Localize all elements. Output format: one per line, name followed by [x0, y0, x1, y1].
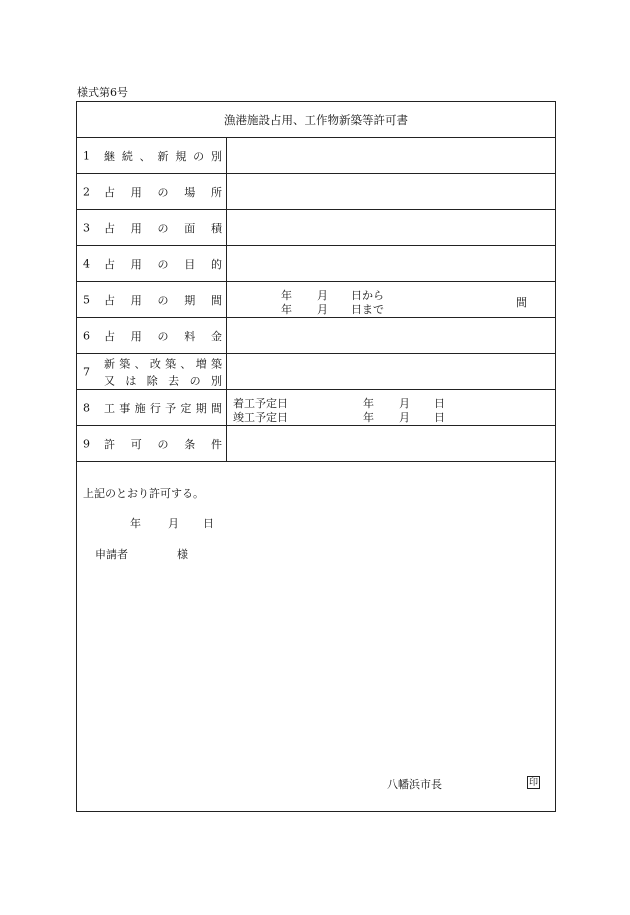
label-char: 占 [104, 185, 115, 199]
label-char: の [193, 149, 205, 163]
row-purpose [77, 246, 555, 282]
row-number: 8 [83, 401, 90, 414]
row-label [77, 282, 227, 317]
purpose-value[interactable] [227, 246, 555, 281]
label-char: 許 [104, 437, 115, 451]
label-char: 用 [130, 257, 142, 271]
permit-form [76, 101, 556, 812]
row-label-text [104, 436, 222, 452]
label-char: 予 [165, 401, 177, 415]
label-char: 工 [104, 401, 115, 415]
seal-stamp: 印 [528, 778, 538, 788]
label-char: 件 [211, 437, 222, 451]
row-period [77, 282, 555, 318]
permit-date-day: 日 [203, 517, 214, 530]
row-construction-type [77, 354, 555, 390]
row-label-line [104, 372, 222, 388]
row-conditions [77, 426, 555, 462]
fee-value[interactable] [227, 318, 555, 353]
row-number: 3 [83, 221, 90, 234]
label-char: 期 [195, 401, 207, 415]
construction-start-label: 着工予定日 [233, 397, 288, 410]
label-char: 面 [184, 221, 196, 235]
row-number: 9 [83, 437, 90, 450]
form-number: 様式第6号 [77, 86, 128, 99]
applicant-honorific: 様 [177, 548, 188, 561]
period-to-year: 年 [281, 303, 292, 316]
row-label-text [104, 292, 222, 308]
row-label-text [104, 148, 222, 164]
row-location [77, 174, 555, 210]
permit-date-month: 月 [168, 517, 179, 530]
issuer-name: 八幡浜市長 [387, 778, 442, 791]
label-char: の [157, 437, 169, 451]
period-value[interactable] [227, 282, 555, 317]
period-from-month: 月 [317, 289, 328, 302]
row-label-text [104, 220, 222, 236]
label-char: 所 [211, 185, 222, 199]
permit-date-year: 年 [130, 517, 141, 530]
label-char: 継 [104, 149, 115, 163]
row-number: 4 [83, 257, 90, 270]
label-char: 築 [165, 357, 177, 370]
row-number: 7 [83, 365, 90, 378]
area-value[interactable] [227, 210, 555, 245]
row-label-text [104, 256, 222, 272]
period-from-day: 日から [351, 289, 384, 302]
label-char: は [125, 374, 137, 387]
label-char: 、 [134, 357, 146, 370]
label-char: の [189, 374, 201, 387]
row-number: 2 [83, 185, 90, 198]
row-label [77, 210, 227, 245]
location-value[interactable] [227, 174, 555, 209]
label-char: の [157, 221, 169, 235]
label-char: 用 [130, 329, 142, 343]
construction-end-label: 竣工予定日 [233, 411, 288, 424]
label-char: 積 [211, 221, 222, 235]
label-char: 間 [210, 401, 222, 415]
label-char: 行 [149, 401, 161, 415]
label-char: 増 [195, 357, 207, 370]
row-label-text [104, 328, 222, 344]
row-renewal-type [77, 138, 555, 174]
row-label-text [104, 184, 222, 200]
label-char: 又 [104, 374, 115, 387]
row-construction-period [77, 390, 555, 426]
label-char: 築 [210, 357, 222, 370]
construction-end-month: 月 [399, 411, 410, 424]
label-char: 金 [211, 329, 222, 343]
row-number: 5 [83, 293, 90, 306]
permit-statement: 上記のとおり許可する。 [83, 487, 204, 500]
label-char: 定 [180, 401, 192, 415]
period-to-day: 日まで [351, 303, 384, 316]
construction-start-day: 日 [434, 397, 445, 410]
label-char: 目 [184, 257, 196, 271]
row-label-text [104, 400, 222, 416]
label-char: 用 [130, 221, 142, 235]
label-char: 的 [211, 257, 222, 271]
construction-start-year: 年 [363, 397, 374, 410]
label-char: 用 [130, 185, 142, 199]
row-fee [77, 318, 555, 354]
label-char: の [157, 257, 169, 271]
label-char: 規 [175, 149, 187, 163]
label-char: の [157, 293, 169, 307]
label-char: 占 [104, 221, 115, 235]
label-char: の [157, 185, 169, 199]
label-char: 、 [139, 149, 151, 163]
row-label [77, 354, 227, 389]
label-char: 事 [119, 401, 131, 415]
construction-start-month: 月 [399, 397, 410, 410]
row-label [77, 426, 227, 461]
label-char: 間 [211, 293, 222, 307]
label-char: 占 [104, 257, 115, 271]
construction-period-value[interactable] [227, 390, 555, 425]
label-char: 料 [184, 329, 196, 343]
construction-end-day: 日 [434, 411, 445, 424]
period-from-year: 年 [281, 289, 292, 302]
construction-end-year: 年 [363, 411, 374, 424]
row-label [77, 246, 227, 281]
row-number: 1 [83, 149, 90, 162]
label-char: 除 [146, 374, 158, 387]
renewal-type-value[interactable] [227, 138, 555, 173]
row-label-text [104, 355, 222, 388]
label-char: 去 [168, 374, 180, 387]
row-label [77, 390, 227, 425]
label-char: 新 [157, 149, 169, 163]
row-label [77, 174, 227, 209]
label-char: 別 [210, 149, 222, 163]
conditions-value[interactable] [227, 426, 555, 461]
applicant-label: 申請者 [95, 548, 128, 561]
label-char: 用 [130, 293, 142, 307]
label-char: 築 [119, 357, 131, 370]
label-char: 可 [130, 437, 142, 451]
label-char: 、 [180, 357, 192, 370]
construction-type-value[interactable] [227, 354, 555, 389]
row-number: 6 [83, 329, 90, 342]
row-label-line [104, 355, 222, 371]
row-area [77, 210, 555, 246]
label-char: 改 [149, 357, 161, 370]
label-char: 別 [210, 374, 222, 387]
label-char: 場 [184, 185, 196, 199]
label-char: の [157, 329, 169, 343]
row-label [77, 318, 227, 353]
form-title: 漁港施設占用、工作物新築等許可書 [77, 102, 555, 138]
label-char: 新 [104, 357, 115, 370]
label-char: 条 [184, 437, 196, 451]
label-char: 施 [134, 401, 146, 415]
label-char: 期 [184, 293, 196, 307]
label-char: 占 [104, 293, 115, 307]
label-char: 続 [121, 149, 133, 163]
row-label [77, 138, 227, 173]
label-char: 占 [104, 329, 115, 343]
period-to-month: 月 [317, 303, 328, 316]
period-duration: 間 [516, 296, 527, 309]
